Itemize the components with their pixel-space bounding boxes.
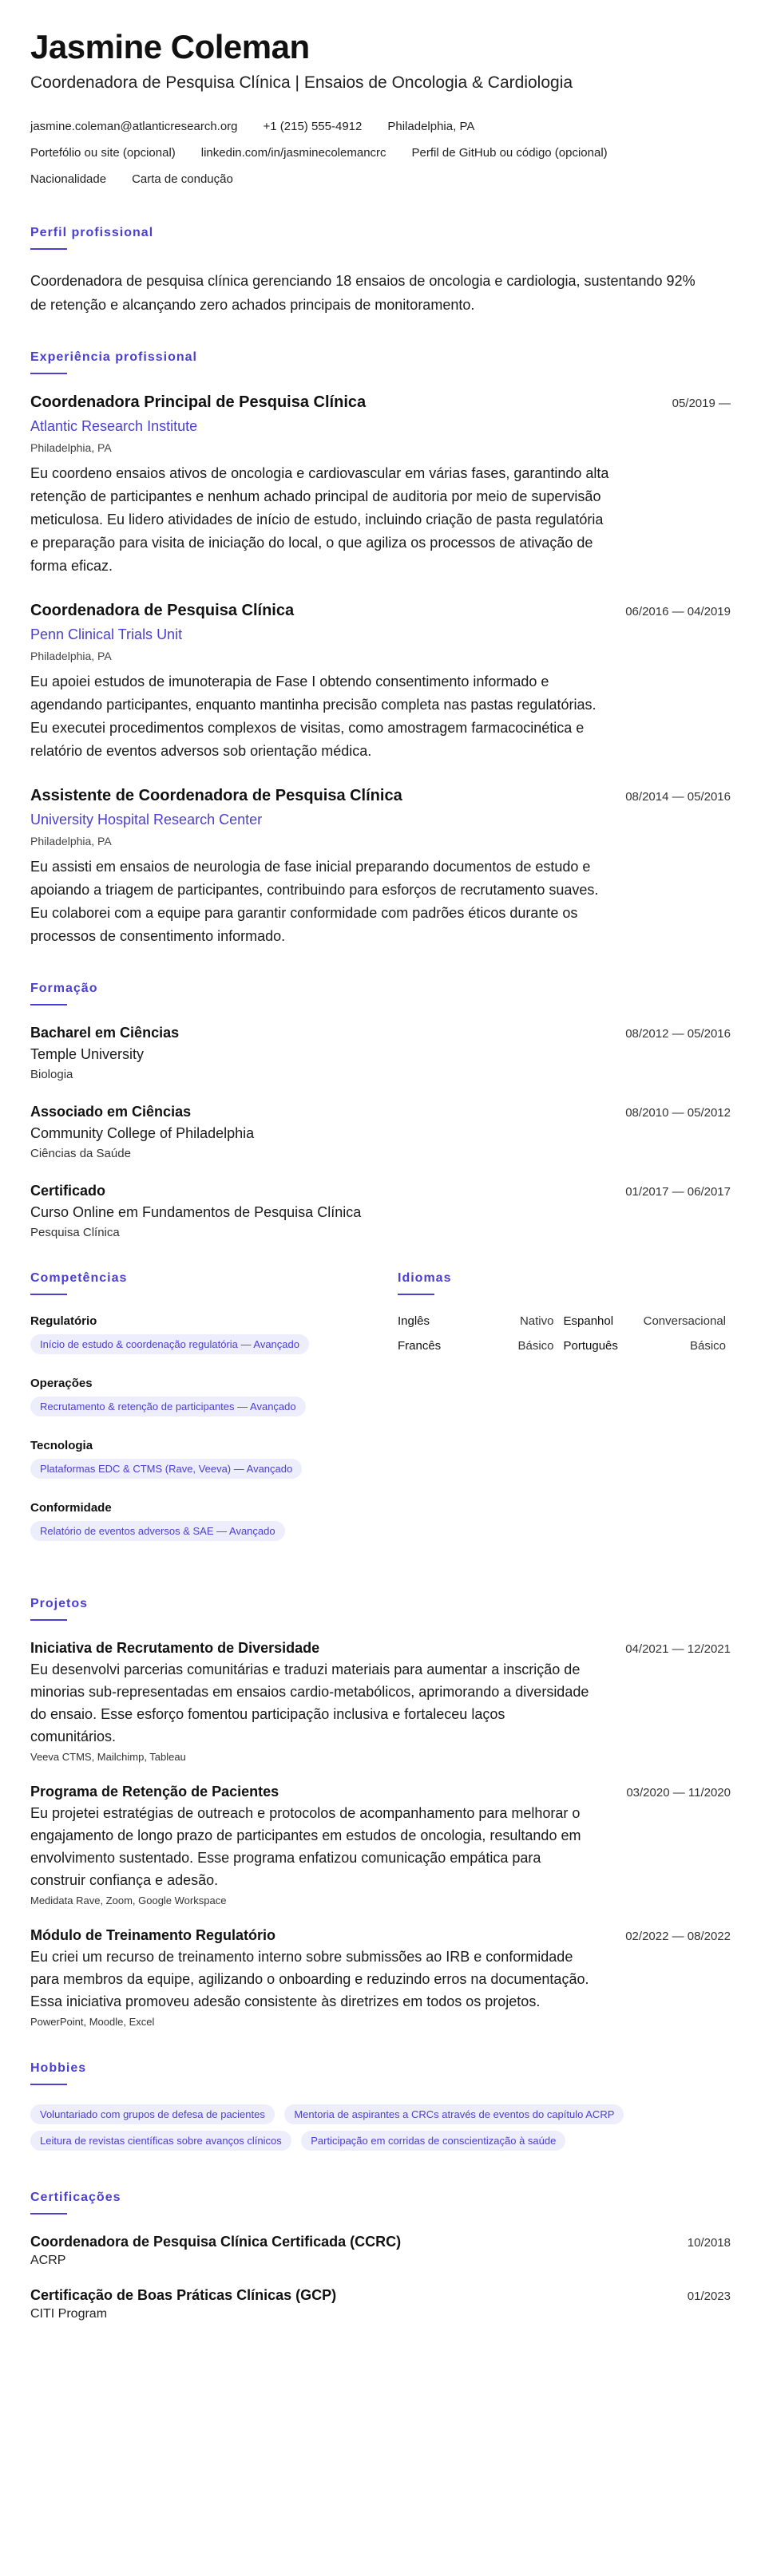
education-entry (30, 1025, 731, 1081)
contact-linkedin[interactable]: linkedin.com/in/jasminecolemancrc (200, 146, 386, 160)
certification-title: Coordenadora de Pesquisa Clínica Certificada (CCRC) (30, 2234, 402, 2250)
education-entry (30, 1104, 731, 1160)
section-divider (398, 1294, 434, 1295)
section-title-hobbies: Hobbies (30, 2061, 87, 2076)
education-date: 08/2012 — 05/2016 (625, 1027, 731, 1041)
experience-entry (30, 787, 731, 948)
section-title-skills: Competências (30, 1271, 128, 1286)
skill-group (30, 1314, 366, 1361)
hobbies-section (30, 2061, 731, 2157)
skills-section (30, 1271, 366, 1563)
hobby-tag: Participação em corridas de conscientização à saúde (301, 2131, 565, 2151)
profile-summary: Coordenadora de pesquisa clínica gerenciando 18 ensaios de oncologia e cardiologia, sustentando 92% de retenção e alcançando zero achados principais de monitoramento. (30, 273, 696, 314)
job-location: Philadelphia, PA (30, 835, 112, 848)
certification-title: Certificação de Boas Práticas Clínicas (GCP) (30, 2287, 337, 2304)
projects-section (30, 1597, 731, 2028)
job-date: 05/2019 — (672, 397, 731, 411)
language-name: Inglês (398, 1314, 430, 1329)
job-location: Philadelphia, PA (30, 441, 112, 455)
school-name: Curso Online em Fundamentos de Pesquisa Clínica (30, 1204, 362, 1221)
hobby-tag: Mentoria de aspirantes a CRCs através de eventos do capítulo ACRP (284, 2104, 624, 2124)
job-date: 06/2016 — 04/2019 (625, 605, 731, 619)
section-divider (30, 1619, 67, 1621)
study-field: Ciências da Saúde (30, 1147, 131, 1161)
languages-grid (398, 1314, 729, 1353)
section-divider (30, 248, 67, 250)
contact-driving-license: Carta de condução (132, 172, 233, 187)
job-title: Coordenadora Principal de Pesquisa Clínica (30, 393, 367, 412)
project-description: Eu criei um recurso de treinamento interno sobre submissões ao IRB e conformidade para membros da equipe, agilizando o onboarding e reduzindo erros na documentação. Essa iniciativa promoveu adesão consistente às diretrizes em todos os projetos. (30, 1949, 589, 2010)
section-title-experience: Experiência profissional (30, 350, 197, 365)
project-entry (30, 1927, 731, 2028)
certification-date: 10/2018 (687, 2236, 731, 2250)
project-entry (30, 1640, 731, 1763)
skill-tag: Recrutamento & retenção de participantes — Avançado (30, 1397, 306, 1416)
study-field: Biologia (30, 1068, 73, 1082)
job-date: 08/2014 — 05/2016 (625, 790, 731, 804)
section-title-projects: Projetos (30, 1597, 89, 1611)
contact-location: Philadelphia, PA (387, 120, 475, 134)
language-name: Francês (398, 1339, 442, 1353)
school-name: Temple University (30, 1046, 145, 1063)
project-tools: Medidata Rave, Zoom, Google Workspace (30, 1894, 227, 1907)
contact-row (30, 166, 731, 192)
certification-date: 01/2023 (687, 2290, 731, 2304)
project-date: 02/2022 — 08/2022 (625, 1930, 731, 1944)
study-field: Pesquisa Clínica (30, 1226, 120, 1240)
experience-entry (30, 393, 731, 578)
education-section (30, 982, 731, 1239)
project-title: Módulo de Treinamento Regulatório (30, 1927, 276, 1944)
skill-category: Conformidade (30, 1501, 112, 1515)
language-level: Conversacional (643, 1314, 726, 1329)
language-item (398, 1314, 564, 1328)
job-title: Assistente de Coordenadora de Pesquisa Clínica (30, 787, 402, 805)
skill-tag: Início de estudo & coordenação regulatória — Avançado (30, 1334, 309, 1354)
project-tools: PowerPoint, Moodle, Excel (30, 2016, 155, 2029)
project-title: Iniciativa de Recrutamento de Diversidade (30, 1640, 320, 1657)
job-description: Eu apoiei estudos de imunoterapia de Fase I obtendo consentimento informado e agendando participantes, enquanto mantinha precisão completa nas pastas regulatórias. Eu executei procedimentos complexos de visitas, como amostragem farmacocinética e relatório de eventos adversos sob orientação médica. (30, 674, 597, 760)
contact-nationality: Nacionalidade (30, 172, 107, 187)
contact-email[interactable]: jasmine.coleman@atlanticresearch.org (30, 120, 238, 134)
language-name: Português (563, 1339, 618, 1353)
education-date: 01/2017 — 06/2017 (625, 1185, 731, 1199)
language-level: Básico (689, 1339, 726, 1353)
degree-title: Certificado (30, 1183, 106, 1199)
section-title-languages: Idiomas (398, 1271, 452, 1286)
education-entry (30, 1183, 731, 1239)
degree-title: Associado em Ciências (30, 1104, 192, 1120)
project-description: Eu projetei estratégias de outreach e protocolos de acompanhamento para melhorar o engajamento de longo prazo de participantes em estudos de oncologia, resultando em envolvimento sustentado. Esse programa enfatizou comunicação empática para construir confiança e adesão. (30, 1805, 581, 1889)
job-location: Philadelphia, PA (30, 650, 112, 663)
degree-title: Bacharel em Ciências (30, 1025, 180, 1041)
hobby-tag: Leitura de revistas científicas sobre avanços clínicos (30, 2131, 291, 2151)
certification-issuer: ACRP (30, 2254, 66, 2268)
languages-section (398, 1271, 729, 1563)
language-name: Espanhol (563, 1314, 614, 1329)
section-title-profile: Perfil profissional (30, 226, 154, 240)
project-description: Eu desenvolvi parcerias comunitárias e traduzi materiais para aumentar a inscrição de minorias sub-representadas em ensaios cardio-metabólicos, aprimorando a diversidade do ensaio. Esse esforço fomentou participação inclusiva e fortaleceu laços comunitários. (30, 1661, 589, 1745)
certification-entry (30, 2287, 731, 2321)
education-date: 08/2010 — 05/2012 (625, 1106, 731, 1120)
contact-portfolio[interactable]: Portefólio ou site (opcional) (30, 146, 176, 160)
certification-issuer: CITI Program (30, 2307, 108, 2321)
certification-entry (30, 2234, 731, 2268)
resume-header (30, 29, 731, 192)
skill-group (30, 1501, 366, 1547)
job-title: Coordenadora de Pesquisa Clínica (30, 602, 295, 620)
contact-row (30, 113, 731, 140)
skill-category: Tecnologia (30, 1439, 93, 1453)
contact-github[interactable]: Perfil de GitHub ou código (opcional) (411, 146, 608, 160)
experience-section (30, 350, 731, 948)
project-date: 04/2021 — 12/2021 (625, 1642, 731, 1657)
skill-tag: Plataformas EDC & CTMS (Rave, Veeva) — Avançado (30, 1459, 302, 1479)
project-title: Programa de Retenção de Pacientes (30, 1784, 279, 1800)
skill-category: Regulatório (30, 1314, 97, 1329)
section-title-education: Formação (30, 982, 98, 996)
project-tools: Veeva CTMS, Mailchimp, Tableau (30, 1751, 186, 1764)
skill-group (30, 1377, 366, 1423)
language-level: Nativo (519, 1314, 554, 1329)
hobby-tags (30, 2104, 731, 2157)
contact-row (30, 140, 731, 166)
skill-group (30, 1439, 366, 1485)
hobby-tag: Voluntariado com grupos de defesa de pacientes (30, 2104, 275, 2124)
headline: Coordenadora de Pesquisa Clínica | Ensaios de Oncologia & Cardiologia (30, 73, 573, 93)
job-description: Eu assisti em ensaios de neurologia de fase inicial preparando documentos de estudo e apoiando a triagem de participantes, contribuindo para esforços de recrutamento suaves. Eu colaborei com a equipe para garantir conformidade com padrões éticos durante os processos de consentimento informado. (30, 859, 599, 945)
language-item (564, 1314, 730, 1328)
language-item (398, 1339, 564, 1353)
project-entry (30, 1784, 731, 1906)
profile-section (30, 226, 731, 317)
section-divider (30, 1004, 67, 1006)
job-description: Eu coordeno ensaios ativos de oncologia e cardiovascular em várias fases, garantindo alta retenção de participantes e nenhum achado principal de auditoria por meio de supervisão meticulosa. Eu lidero atividades de início de estudo, incluindo criação de pasta regulatória e preparação para visita de iniciação do local, o que agiliza os processos de ativação de forma eficaz. (30, 465, 609, 575)
experience-entry (30, 602, 731, 763)
skills-languages-row (30, 1271, 731, 1563)
employer-name: Atlantic Research Institute (30, 418, 198, 435)
language-level: Básico (517, 1339, 554, 1353)
school-name: Community College of Philadelphia (30, 1125, 255, 1142)
employer-name: University Hospital Research Center (30, 812, 263, 828)
language-item (564, 1339, 730, 1353)
section-divider (30, 373, 67, 374)
section-title-certifications: Certificações (30, 2191, 121, 2205)
skill-tag: Relatório de eventos adversos & SAE — Avançado (30, 1521, 285, 1541)
skill-category: Operações (30, 1377, 93, 1391)
employer-name: Penn Clinical Trials Unit (30, 626, 183, 643)
section-divider (30, 2213, 67, 2214)
section-divider (30, 1294, 67, 1295)
project-date: 03/2020 — 11/2020 (626, 1786, 731, 1800)
contact-phone[interactable]: +1 (215) 555-4912 (263, 120, 363, 134)
candidate-name: Jasmine Coleman (30, 28, 310, 65)
certifications-section (30, 2191, 731, 2321)
section-divider (30, 2084, 67, 2085)
